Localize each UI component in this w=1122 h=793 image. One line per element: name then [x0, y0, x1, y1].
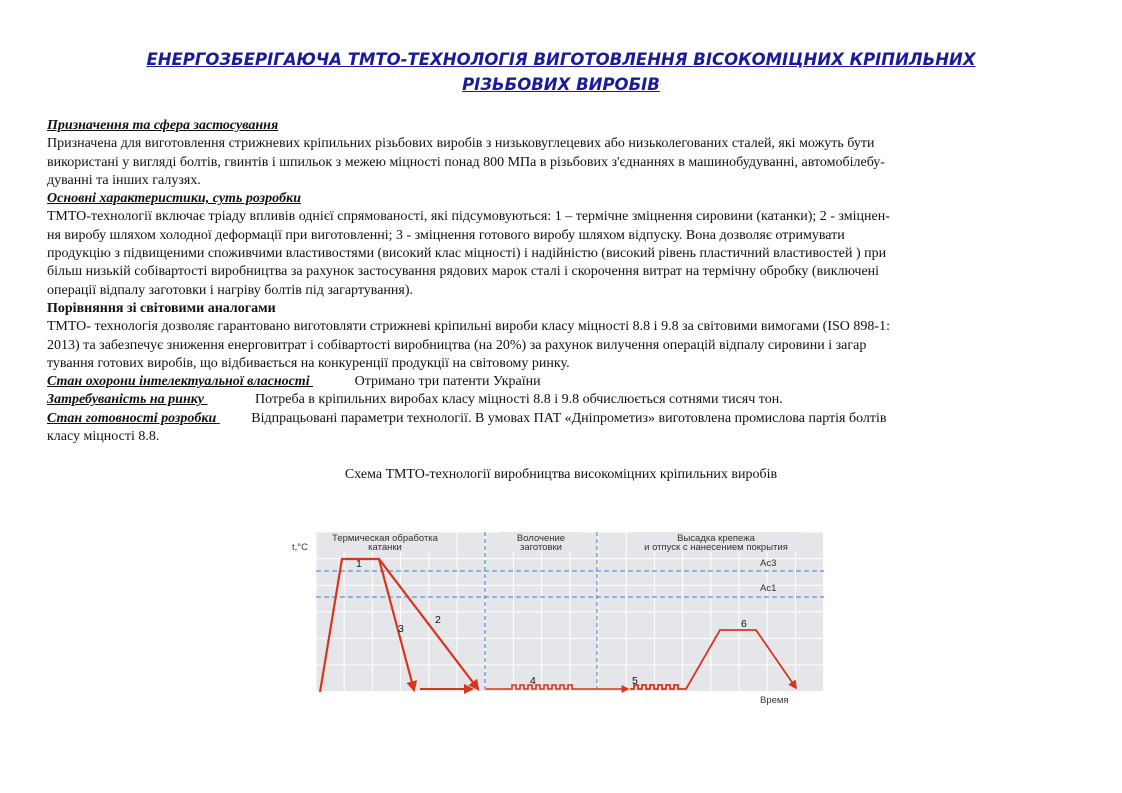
ip-heading-underline-pad — [310, 373, 334, 391]
step-6-label: 6 — [741, 618, 747, 630]
document-body — [47, 117, 1087, 446]
title-line-2: РІЗЬБОВИХ ВИРОБІВ — [462, 75, 660, 94]
comparison-line: 2013) та забезпечує зниження енерговитрат і собівартості виробництва (на 20%) за рахунок вилучення операцій відпалу сировини і загар — [47, 337, 867, 353]
characteristics-heading: Основні характеристики, суть розробки — [47, 191, 301, 207]
step-1-label: 1 — [356, 558, 362, 570]
phase-3-label-2: и отпуск с нанесением покрытия — [644, 542, 788, 553]
ip-row — [47, 373, 1087, 391]
step-4-label: 4 — [530, 675, 536, 687]
ip-heading: Стан охорони інтелектуальної власності — [47, 374, 310, 390]
y-axis-label: t,°C — [292, 542, 308, 553]
phase-1-label: Термическая обработка — [332, 533, 438, 544]
phase-2-label: Волочение — [516, 533, 566, 544]
ac1-label: Ac1 — [760, 583, 777, 594]
demand-row — [47, 391, 1087, 409]
purpose-line: дуванні та інших галузях. — [47, 172, 201, 188]
ip-text: Отримано три патенти України — [354, 374, 541, 390]
readiness-continuation: класу міцності 8.8. — [47, 429, 160, 445]
comparison-line: ТМТО- технологія дозволяє гарантовано виготовляти стрижневі кріпильні вироби класу міцності 8.8 і 9.8 за світовими вимогами (ISO 898-1: — [47, 319, 890, 335]
comparison-heading: Порівняння зі світовими аналогами — [47, 300, 276, 316]
characteristics-line: більш низькій собівартості виробництва за рахунок застосування рядових марок сталі і скорочення витрат на термічну обробку (виключені — [47, 264, 880, 280]
characteristics-line: ня виробу шляхом холодної деформації при виготовленні; 3 - зміцнення готового виробу шляхом відпуску. Вона дозволяє отримувати — [47, 227, 845, 243]
step-3-label: 3 — [398, 623, 404, 635]
step-5-label: 5 — [632, 675, 638, 687]
demand-text: Потреба в кріпильних виробах класу міцності 8.8 і 9.8 обчислюється сотнями тисяч тон. — [255, 392, 783, 408]
characteristics-line: продукцію з підвищеними споживчими властивостями (високий клас міцності) і надійністю (високий рівень пластичний властивостей ) при — [47, 246, 887, 262]
characteristics-line: операції відпалу заготовки і нагріву болтів під загартування). — [47, 282, 414, 298]
x-axis-label: Время — [760, 695, 789, 706]
readiness-heading-underline-pad — [216, 410, 224, 428]
phase-3-label: Высадка крепежа — [677, 533, 755, 544]
characteristics-line: ТМТО-технології включає тріаду впливів однієї спрямованості, які підсумовуються: 1 – термічне зміцнення сировини (катанки); 2 - зміцнен- — [47, 209, 890, 225]
phase-2-label-2: заготовки — [519, 542, 563, 553]
figure-caption: Схема ТМТО-технології виробництва високоміцних кріпильних виробів — [344, 467, 778, 482]
document-title — [60, 47, 1062, 97]
readiness-row — [47, 410, 1087, 428]
ac3-label: Ac3 — [760, 558, 777, 569]
demand-heading: Затребуваність на ринку — [47, 392, 205, 408]
step-2-label: 2 — [435, 614, 441, 626]
purpose-line: використані у вигляді болтів, гвинтів і шпильок з межею міцності понад 800 МПа в різьбових з'єднаннях в машинобудуванні, автомобілебу- — [47, 154, 885, 170]
readiness-text: Відпрацьовані параметри технології. В умовах ПАТ «Дніпрометиз» виготовлена промислова партія болтів — [251, 410, 887, 426]
title-line-1: ЕНЕРГОЗБЕРІГАЮЧА ТМТО-ТЕХНОЛОГІЯ ВИГОТОВЛЕННЯ ВІСОКОМІЦНИХ КРІПИЛЬНИХ — [146, 50, 976, 69]
purpose-heading: Призначення та сфера застосування — [47, 118, 279, 133]
readiness-heading: Стан готовності розробки — [47, 410, 217, 426]
purpose-line: Призначена для виготовлення стрижневих кріпильних різьбових виробів з низьковуглецевих або низьколегованих сталей, які можуть бути — [47, 136, 875, 152]
demand-heading-underline-pad — [204, 391, 222, 409]
tmto-process-diagram — [290, 528, 826, 706]
comparison-line: тування готових виробів, що відбивається на конкуренції продукції на світовому ринку. — [47, 355, 570, 371]
phase-1-label-2: катанки — [368, 542, 402, 553]
